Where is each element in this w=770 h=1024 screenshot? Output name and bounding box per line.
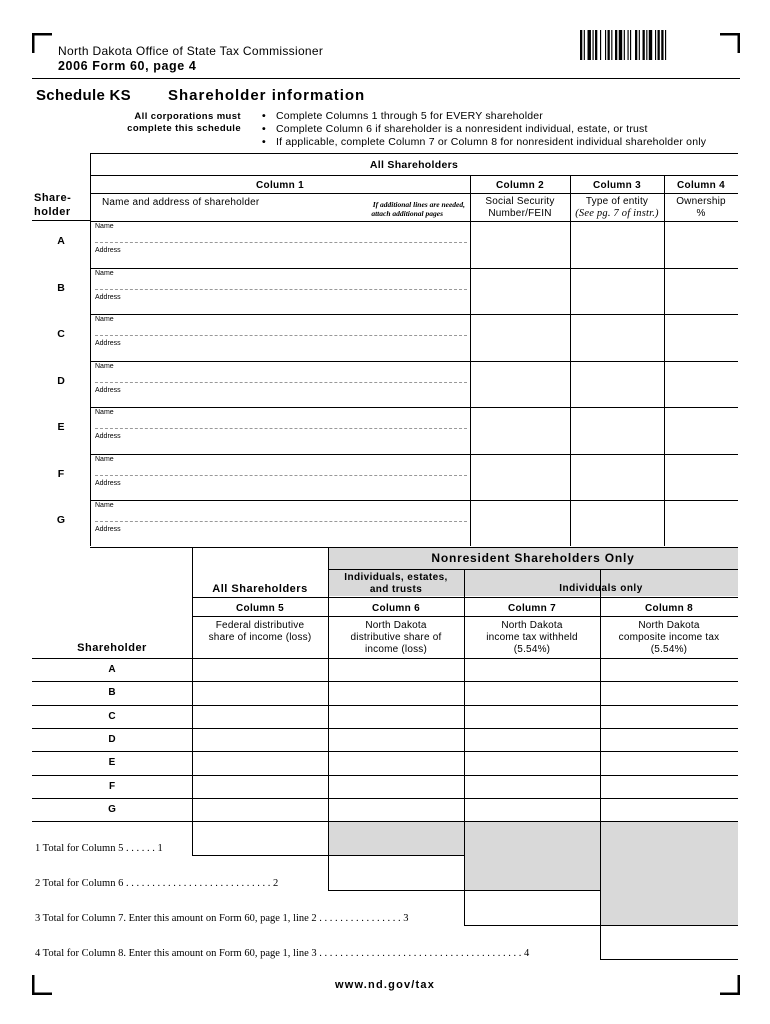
- ownership-field[interactable]: [665, 222, 737, 267]
- row-letter: D: [57, 374, 65, 387]
- col6-label: Column 6: [372, 603, 420, 614]
- col8-desc-2: composite income tax: [618, 632, 720, 643]
- name-label: Name: [95, 455, 114, 463]
- name-label: Name: [95, 409, 114, 416]
- col2-desc-2: Number/FEIN: [488, 208, 552, 219]
- ssn-fein-field[interactable]: [471, 455, 569, 500]
- col5-field[interactable]: [193, 752, 327, 773]
- address-label: Address: [95, 386, 121, 394]
- table1-colhead-rule: [90, 193, 738, 194]
- col7-field[interactable]: [465, 752, 599, 773]
- col4-desc-1: Ownership: [676, 196, 726, 207]
- col8-total-shade: [601, 822, 738, 925]
- row-letter: A: [108, 664, 116, 675]
- col7-field[interactable]: [465, 776, 599, 797]
- ind-estates-label-1: Individuals, estates,: [344, 572, 448, 583]
- table2-top-rule: [192, 547, 738, 548]
- col5-desc-2: share of income (loss): [208, 632, 312, 643]
- ind-estates-label-2: and trusts: [369, 584, 423, 595]
- col6-field[interactable]: [329, 752, 463, 773]
- shareholder-label-2: holder: [34, 206, 71, 218]
- col5-field[interactable]: [193, 706, 327, 727]
- instruction-item: • If applicable, complete Column 7 or Column 8 for nonresident individual shareholder only: [276, 136, 706, 149]
- must-complete-line-2: complete this schedule: [127, 123, 241, 134]
- barcode-image: [580, 30, 696, 62]
- instruction-item: • Complete Column 6 if shareholder is a nonresident individual, estate, or trust: [276, 123, 706, 136]
- col6-field[interactable]: [329, 729, 463, 750]
- ssn-fein-field[interactable]: [471, 501, 569, 546]
- address-label: Address: [95, 526, 121, 533]
- row-letter: B: [57, 281, 65, 294]
- col8-label: Column 8: [645, 603, 693, 614]
- ssn-fein-field[interactable]: [471, 408, 569, 453]
- col1-desc: Name and address of shareholder: [102, 197, 260, 208]
- table2-colhead-rule: [192, 616, 738, 617]
- col7-field[interactable]: [465, 659, 599, 680]
- col6-desc-1: North Dakota: [365, 620, 427, 631]
- address-label: Address: [95, 433, 121, 440]
- col8-field[interactable]: [601, 752, 737, 773]
- total-line-4-box-bottom: [600, 959, 738, 960]
- ssn-fein-field[interactable]: [471, 362, 569, 407]
- col8-field[interactable]: [601, 682, 737, 703]
- ssn-fein-field[interactable]: [471, 222, 569, 267]
- row-letter: A: [57, 235, 65, 247]
- col5-field[interactable]: [193, 682, 327, 703]
- name-field[interactable]: [95, 428, 467, 429]
- col1-label: Column 1: [256, 180, 304, 191]
- corner-mark-top-right: [720, 33, 740, 53]
- col8-desc-1: North Dakota: [638, 620, 700, 631]
- total-line-4: [35, 948, 529, 959]
- schedule-subtitle: Shareholder information: [168, 87, 366, 104]
- col7-desc-1: North Dakota: [501, 620, 563, 631]
- col6-total-shade: [329, 822, 464, 855]
- col5-label: Column 5: [236, 603, 284, 614]
- name-label: Name: [95, 362, 114, 370]
- col2-label: Column 2: [496, 180, 544, 191]
- col5-field[interactable]: [193, 799, 327, 820]
- total-line-4-box-top: [600, 925, 738, 926]
- name-field[interactable]: [95, 242, 467, 243]
- ownership-field[interactable]: [665, 408, 737, 453]
- ssn-fein-field[interactable]: [471, 269, 569, 314]
- col5-desc-1: Federal distributive: [215, 620, 305, 631]
- entity-type-field[interactable]: [571, 315, 663, 360]
- total-line-3-box-bottom: [464, 925, 600, 926]
- col4-label: Column 4: [677, 180, 725, 191]
- agency-name: North Dakota Office of State Tax Commissioner: [58, 44, 324, 58]
- name-field[interactable]: [95, 475, 467, 476]
- col7-field[interactable]: [465, 706, 599, 727]
- entity-type-field[interactable]: [571, 362, 663, 407]
- col4-desc-2: %: [696, 208, 706, 219]
- col7-desc-2: income tax withheld: [486, 632, 578, 643]
- col6-field[interactable]: [329, 682, 463, 703]
- col1-note-2: attach additional pages: [371, 209, 443, 218]
- row-letter: F: [57, 467, 65, 480]
- col6-desc-2: distributive share of: [350, 632, 442, 643]
- col7-label: Column 7: [508, 603, 556, 614]
- ownership-field[interactable]: [665, 269, 737, 314]
- col8-field[interactable]: [601, 729, 737, 750]
- col1-note-1: If additional lines are needed,: [372, 200, 465, 209]
- row-letter: F: [108, 780, 116, 792]
- table1-group-header: All Shareholders: [369, 159, 459, 171]
- col7-total-shade: [465, 822, 600, 890]
- col8-desc-3: (5.54%): [650, 644, 688, 655]
- shareholder-label: Shareholder: [77, 642, 147, 654]
- col7-desc-3: (5.54%): [513, 644, 551, 655]
- col6-desc-3: income (loss): [364, 644, 428, 655]
- total-line-3-box-top: [464, 890, 600, 891]
- form-title: 2006 Form 60, page 4: [58, 59, 197, 73]
- ownership-field[interactable]: [665, 315, 737, 360]
- entity-type-field[interactable]: [571, 269, 663, 314]
- col8-field[interactable]: [601, 799, 737, 820]
- address-label: Address: [95, 479, 121, 487]
- instruction-item: • Complete Columns 1 through 5 for EVERY shareholder: [276, 110, 706, 123]
- col8-field[interactable]: [601, 776, 737, 797]
- col7-field[interactable]: [465, 799, 599, 820]
- shareholder-label-rule: [32, 220, 90, 221]
- ownership-field[interactable]: [665, 362, 737, 407]
- total-line-2: [35, 878, 278, 889]
- ssn-fein-field[interactable]: [471, 315, 569, 360]
- row-letter: G: [108, 803, 116, 815]
- must-complete-line-1: All corporations must: [134, 111, 241, 122]
- col6-field[interactable]: [329, 799, 463, 820]
- row-letter: C: [57, 328, 65, 340]
- col5-left-border: [192, 547, 193, 855]
- ownership-field[interactable]: [665, 501, 737, 546]
- total-line-3: [35, 913, 409, 924]
- address-label: Address: [95, 247, 121, 254]
- row-letter: G: [56, 514, 66, 526]
- row-letter: C: [108, 710, 116, 722]
- name-field[interactable]: [95, 335, 467, 336]
- name-field[interactable]: [95, 289, 467, 290]
- total-line-2-box-top: [328, 855, 464, 856]
- total-line-2-box-bottom: [328, 890, 464, 891]
- row-letter: E: [108, 757, 116, 769]
- col7-field[interactable]: [465, 729, 599, 750]
- shareholder-label-1: Share-: [34, 192, 72, 204]
- row-letter: B: [108, 687, 116, 699]
- name-field[interactable]: [95, 521, 467, 522]
- address-label: Address: [95, 293, 121, 301]
- col3-label: Column 3: [593, 180, 641, 191]
- col5-field[interactable]: [193, 729, 327, 750]
- table1-left-border: [90, 153, 91, 546]
- entity-type-field[interactable]: [571, 501, 663, 546]
- col7-field[interactable]: [465, 682, 599, 703]
- corner-mark-top-left: [32, 33, 52, 53]
- total-line-1-box-bottom: [192, 855, 328, 856]
- total-line-4-text: 4 Total for Column 8. Enter this amount on Form 60, page 1, line 3 . . . . . . . . . . . . . . . . . . . . . . . . . . . . . . . . . . . . . . . 4: [35, 948, 530, 959]
- total-line-1: [35, 843, 163, 854]
- col5-field[interactable]: [193, 776, 327, 797]
- table2-group-rule: [192, 597, 738, 598]
- total-line-2-text: 2 Total for Column 6 . . . . . . . . . . . . . . . . . . . . . . . . . . . . 2: [35, 878, 279, 889]
- instruction-list: [262, 110, 706, 149]
- col6-field[interactable]: [329, 706, 463, 727]
- name-label: Name: [95, 223, 114, 230]
- entity-type-field[interactable]: [571, 408, 663, 453]
- col8-field[interactable]: [601, 706, 737, 727]
- name-label: Name: [95, 269, 114, 277]
- row-letter: E: [57, 421, 65, 433]
- col6-field[interactable]: [329, 659, 463, 680]
- table1-header-rule: [90, 175, 738, 176]
- total-line-1-text: 1 Total for Column 5 . . . . . . 1: [35, 843, 163, 854]
- col2-desc-1: Social Security: [485, 196, 555, 207]
- col3-desc-1: Type of entity: [585, 196, 649, 207]
- col5-field[interactable]: [193, 659, 327, 680]
- col6-field[interactable]: [329, 776, 463, 797]
- all-shareholders-label: All Shareholders: [212, 583, 308, 595]
- ind-only-label: Individuals only: [559, 583, 643, 594]
- schedule-title: Schedule KS: [36, 87, 131, 104]
- nonresident-header: Nonresident Shareholders Only: [431, 551, 635, 565]
- entity-type-field[interactable]: [571, 222, 663, 267]
- address-label: Address: [95, 340, 121, 347]
- col3-desc-2: (See pg. 7 of instr.): [575, 208, 659, 219]
- name-label: Name: [95, 502, 114, 509]
- header-rule: [32, 78, 740, 79]
- row-letter: D: [108, 733, 116, 745]
- entity-type-field[interactable]: [571, 455, 663, 500]
- nonresident-header-rule: [328, 569, 738, 570]
- ownership-field[interactable]: [665, 455, 737, 500]
- name-field[interactable]: [95, 382, 467, 383]
- name-label: Name: [95, 316, 114, 323]
- col8-field[interactable]: [601, 659, 737, 680]
- footer-url: www.nd.gov/tax: [334, 979, 436, 991]
- table1-top-rule: [90, 153, 738, 154]
- total-line-3-text: 3 Total for Column 7. Enter this amount on Form 60, page 1, line 2 . . . . . . . . . . . . . . . . 3: [35, 913, 409, 924]
